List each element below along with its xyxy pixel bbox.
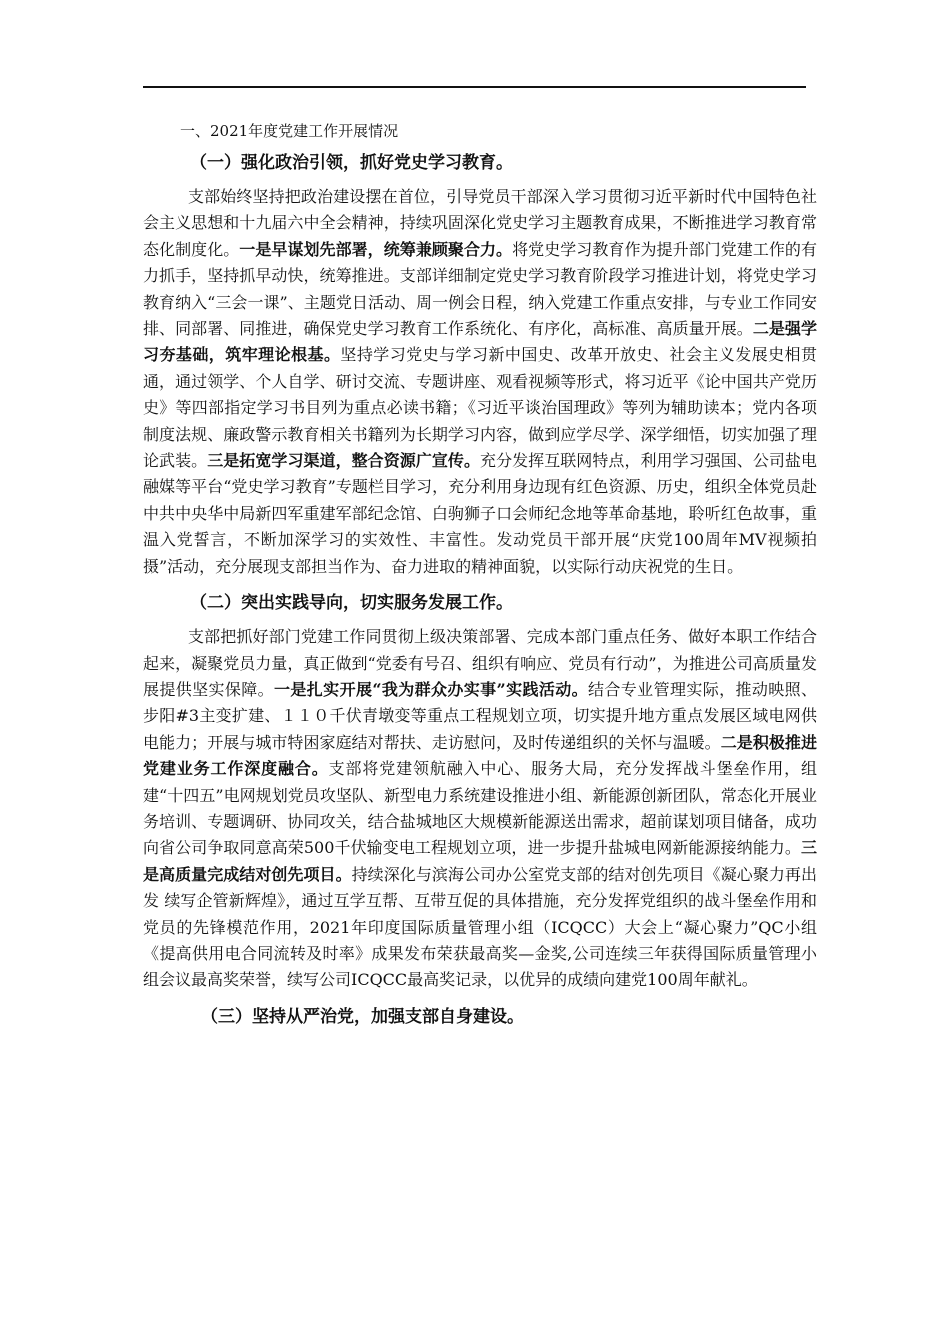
paragraph-text: 坚持学习党史与学习新中国史、改革开放史、社会主义发展史相贯通，通过领学、个人自学、研讨交流、专题讲座、观看视频等形式，将习近平《论中国共产党历史》等四部指定学习书目列为重点必读书籍；《习近平谈治国理政》等列为辅助读本；党内各项制度法规、廉政警示教育相关书籍列为长期学习内容，做到应学尽学、深学细悟，切实加强了理论武装。 xyxy=(143,345,817,471)
bold-point: 三是拓宽学习渠道，整合资源广宣传。 xyxy=(207,451,481,471)
subsection-2-heading: （二）突出实践导向，切实服务发展工作。 xyxy=(190,593,513,614)
subsection-1-paragraph xyxy=(143,184,817,580)
subsection-1-heading: （一）强化政治引领，抓好党史学习教育。 xyxy=(190,153,513,173)
header-rule xyxy=(143,86,806,88)
document-body xyxy=(143,118,817,1030)
subsection-2-paragraph xyxy=(143,624,817,994)
paragraph-text: 结合专业管理实际，推动映照、步阳#3主变扩建、１１０千伏青墩变等重点工程规划立项，切实提升地方重点发展区域电网供电能力；开展与城市特困家庭结对帮扶、走访慰问，及时传递组织的关怀与温暖。 xyxy=(143,679,817,752)
paragraph-text: 支部将党建领航融入中心、服务大局，充分发挥战斗堡垒作用，组建“十四五”电网规划党员攻坚队、新型电力系统建设推进小组、新能源创新团队，常态化开展业务培训、专题调研、协同攻关，结合盐城地区大规模新能源送出需求，超前谋划项目储备，成功向省公司争取同意高荣500千伏输变电工程规划立项，进一步提升盐城电网新能源接纳能力。 xyxy=(143,759,817,858)
section-title: 一、2021年度党建工作开展情况 xyxy=(180,122,399,140)
bold-point: 二是积极推进党建业务工作深度融合。 xyxy=(143,732,817,779)
paragraph-text: 持续深化与滨海公司办公室党支部的结对创先项目《凝心聚力再出发 续写企管新辉煌》，通过互学互帮、互带互促的具体措施，充分发挥党组织的战斗堡垒作用和党员的先锋模范作用，2021年印度国际质量管理小组（ICQCC）大会上“凝心聚力”QC小组《提高供用电合同流转及时率》成果发布荣获最高奖—金奖,公司连续三年获得国际质量管理小组会议最高奖荣誉，续写公司ICQCC最高奖记录，以优异的成绩向建党100周年献礼。 xyxy=(143,864,817,990)
bold-point: 三是高质量完成结对创先项目。 xyxy=(143,838,817,884)
bold-point: 二是强学习夯基础，筑牢理论根基。 xyxy=(143,319,817,365)
bold-point: 一是早谋划先部署，统筹兼顾聚合力。 xyxy=(239,239,513,259)
subsection-3-heading: （三）坚持从严治党，加强支部自身建设。 xyxy=(201,1006,524,1027)
bold-point: 一是扎实开展“我为群众办实事”实践活动。 xyxy=(274,679,589,699)
paragraph-text: 将党史学习教育作为提升部门党建工作的有力抓手，坚持抓早动快，统筹推进。支部详细制定党史学习教育阶段学习推进计划，将党史学习教育纳入“三会一课”、主题党日活动、周一例会日程，纳入党建工作重点安排，与专业工作同安排、同部署、同推进，确保党史学习教育工作系统化、有序化，高标准、高质量开展。 xyxy=(143,239,817,339)
paragraph-text: 支部把抓好部门党建工作同贯彻上级决策部署、完成本部门重点任务、做好本职工作结合起来，凝聚党员力量，真正做到“党委有号召、组织有响应、党员有行动”，为推进公司高质量发展提供坚实保障。 xyxy=(143,627,817,699)
paragraph-text: 支部始终坚持把政治建设摆在首位，引导党员干部深入学习贯彻习近平新时代中国特色社会主义思想和十九届六中全会精神，持续巩固深化党史学习主题教育成果，不断推进学习教育常态化制度化。 xyxy=(143,187,817,259)
paragraph-text: 充分发挥互联网特点，利用学习强国、公司盐电融媒等平台“党史学习教育”专题栏目学习，充分利用身边现有红色资源、历史，组织全体党员赴中共中央华中局新四军重建军部纪念馆、白驹狮子口会师纪念地等革命基地，聆听红色故事，重温入党誓言，不断加深学习的实效性、丰富性。发动党员干部开展“庆党100周年MV视频拍摄”活动，充分展现支部担当作为、奋力进取的精神面貌，以实际行动庆祝党的生日。 xyxy=(143,451,817,576)
